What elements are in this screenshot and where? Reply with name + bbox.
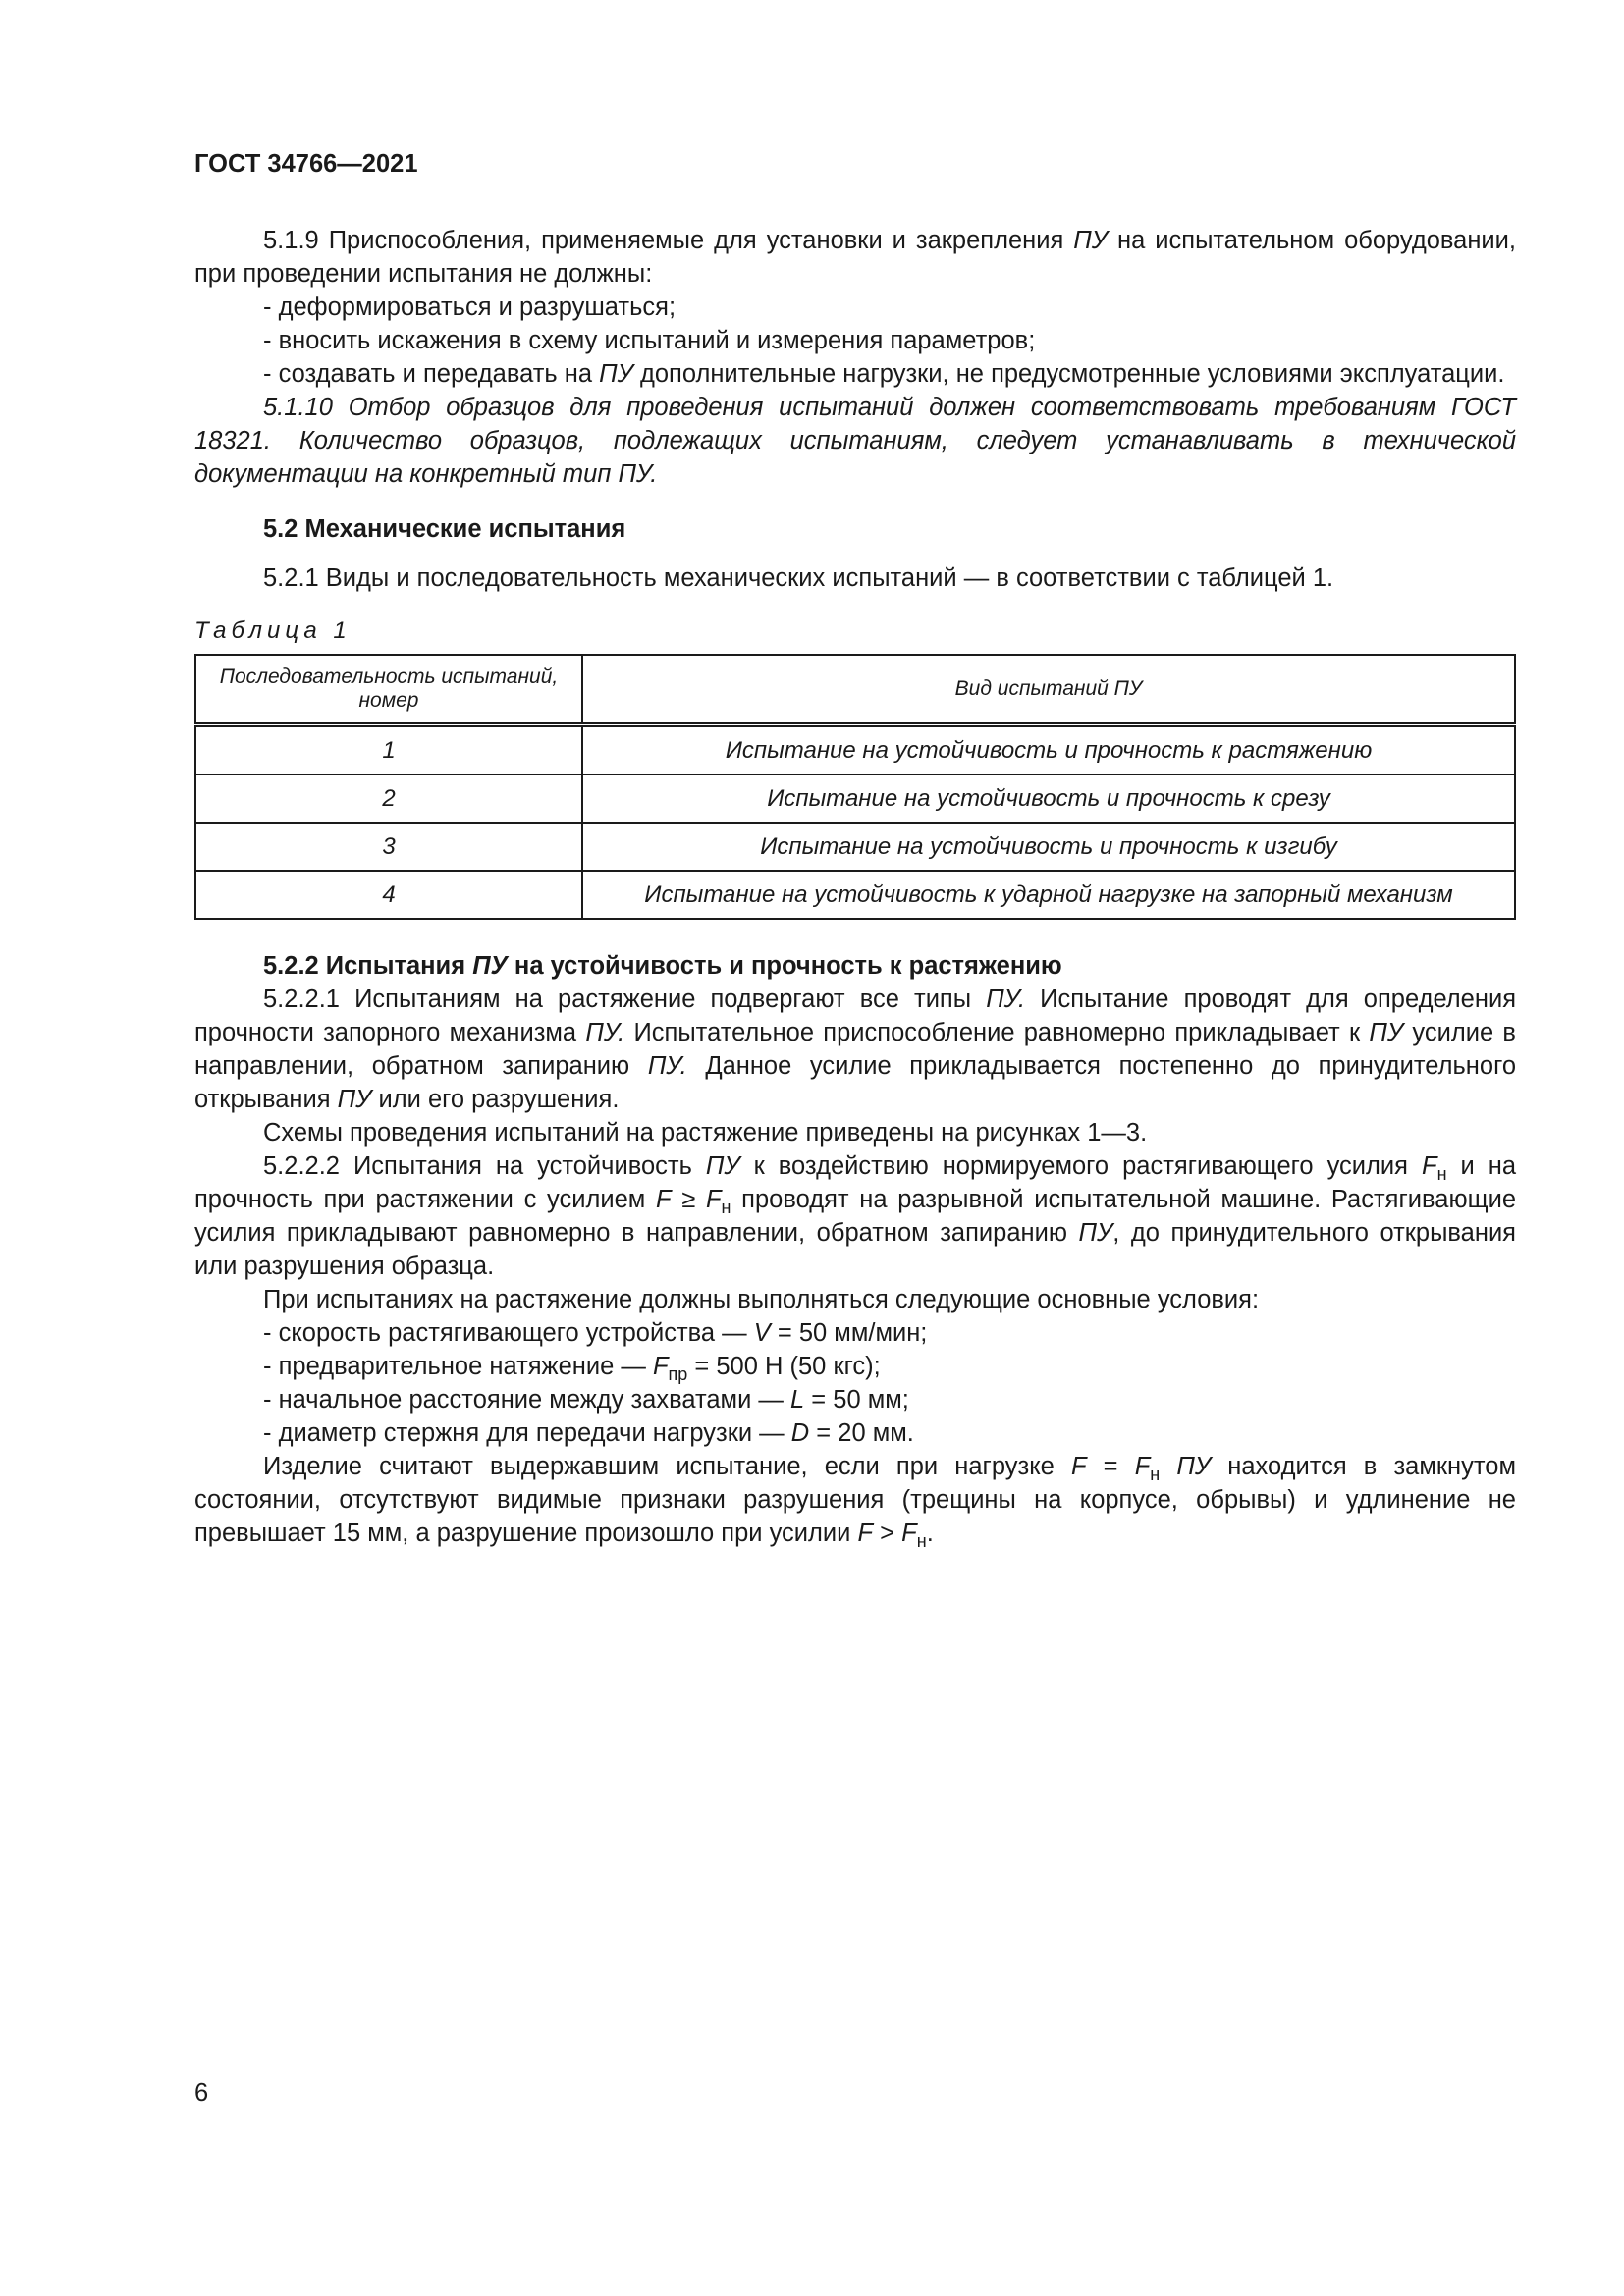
paragraph-5-1-10: 5.1.10 Отбор образцов для проведения испытаний должен соответствовать требованиям ГОСТ 18321. Количество образцов, подлежащих испытаниям, следует устанавливать в технической документации на конкретный тип ПУ.: [194, 394, 1516, 488]
paragraph-acceptance: [194, 1450, 1516, 1550]
term-pu: ПУ: [1073, 227, 1109, 254]
text-run: = 500 Н (50 кгс);: [687, 1353, 881, 1380]
text-run: Испытательное приспособление равномерно прикладывает к: [624, 1019, 1370, 1046]
table-row: [195, 774, 1515, 823]
page-number: 6: [194, 2079, 209, 2107]
term-pu: ПУ: [705, 1152, 740, 1180]
symbol-f: F: [1134, 1453, 1151, 1480]
term-pu: ПУ.: [986, 986, 1026, 1013]
symbol-f: F: [901, 1520, 917, 1547]
document-body: [194, 224, 1516, 1550]
symbol-f: F: [1070, 1453, 1087, 1480]
term-pu: ПУ: [599, 360, 633, 388]
term-pu: ПУ.: [647, 1052, 687, 1080]
operator: =: [1086, 1453, 1135, 1480]
text-run: .: [926, 1520, 934, 1547]
text-run: - скорость растягивающего устройства —: [263, 1319, 754, 1347]
condition-pretension: [194, 1350, 1516, 1383]
text-run: - начальное расстояние между захватами —: [263, 1386, 791, 1414]
symbol-d: D: [790, 1419, 810, 1447]
text-run: дополнительные нагрузки, не предусмотренные условиями эксплуатации.: [632, 360, 1505, 388]
text-run: находится в замкнутом состоянии, отсутствуют видимые признаки разрушения (трещины на корпусе, обрывы) и удлинение не превышает 15 мм, а разрушение произошло при усилии: [194, 1453, 1516, 1547]
section-heading-5-2: 5.2 Механические испытания: [263, 515, 626, 543]
list-item: - деформироваться и разрушаться;: [263, 294, 677, 321]
text-run: = 20 мм.: [809, 1419, 914, 1447]
text-run: и на прочность при растяжении с усилием: [194, 1152, 1517, 1213]
text-run: Испытание проводят для определения прочности запорного механизма: [194, 986, 1516, 1046]
term-pu: ПУ: [1369, 1019, 1404, 1046]
subscript: н: [1436, 1164, 1447, 1184]
term-pu: ПУ: [337, 1086, 372, 1113]
text-run: на устойчивость и прочность к растяжению: [507, 952, 1062, 980]
text-run: - диаметр стержня для передачи нагрузки —: [263, 1419, 791, 1447]
cell-number: 1: [195, 725, 582, 775]
table-row: [195, 725, 1515, 775]
symbol-l: L: [790, 1386, 805, 1414]
subscript: н: [1150, 1465, 1161, 1484]
cell-number: 2: [195, 774, 582, 823]
table-header-row: [195, 655, 1515, 725]
cell-test-type: Испытание на устойчивость и прочность к изгибу: [582, 823, 1515, 871]
text-run: Изделие считают выдержавшим испытание, если при нагрузке: [263, 1453, 1071, 1480]
condition-distance: [194, 1383, 1516, 1416]
subscript: н: [916, 1531, 927, 1551]
text-run: 5.2.2 Испытания: [263, 952, 473, 980]
text-run: - создавать и передавать на: [263, 360, 600, 388]
text-run: усилие в направлении, обратном запиранию: [194, 1019, 1516, 1080]
symbol-f: F: [1421, 1152, 1437, 1180]
paragraph-5-1-9: [194, 224, 1516, 291]
subscript: н: [721, 1198, 731, 1217]
paragraph-5-2-1: 5.2.1 Виды и последовательность механических испытаний — в соответствии с таблицей 1.: [263, 564, 1334, 592]
text-run: 5.1.9 Приспособления, применяемые для установки и закрепления: [263, 227, 1074, 254]
table-row: [195, 823, 1515, 871]
cell-test-type: Испытание на устойчивость к ударной нагрузке на запорный механизм: [582, 871, 1515, 919]
operator: >: [873, 1520, 902, 1547]
text-run: - предварительное натяжение —: [263, 1353, 653, 1380]
tests-table: [194, 654, 1516, 920]
text-run: 5.2.2.2 Испытания на устойчивость: [263, 1152, 706, 1180]
term-pu: ПУ: [1160, 1453, 1212, 1480]
section-heading-5-2-2: [194, 949, 1516, 983]
symbol-f: F: [655, 1186, 672, 1213]
cell-number: 3: [195, 823, 582, 871]
symbol-f: F: [857, 1520, 874, 1547]
cell-test-type: Испытание на устойчивость и прочность к растяжению: [582, 725, 1515, 775]
text-run: 5.2.2.1 Испытаниям на растяжение подвергают все типы: [263, 986, 987, 1013]
text-run: к воздействию нормируемого растягивающего усилия: [739, 1152, 1422, 1180]
column-header-test-type: Вид испытаний ПУ: [582, 655, 1515, 725]
term-pu: ПУ: [1078, 1219, 1113, 1247]
text-run: , до принудительного открывания или разрушения образца.: [194, 1219, 1516, 1280]
operator: ≥: [671, 1186, 706, 1213]
subscript: пр: [668, 1364, 688, 1384]
symbol-f: F: [652, 1353, 669, 1380]
table-row: [195, 871, 1515, 919]
text-run: = 50 мм;: [804, 1386, 909, 1414]
paragraph-5-2-2-2: [194, 1149, 1516, 1283]
cell-number: 4: [195, 871, 582, 919]
column-header-sequence: Последовательность испытаний, номер: [195, 655, 582, 725]
list-item: - вносить искажения в схему испытаний и измерения параметров;: [263, 327, 1036, 354]
list-item: [194, 357, 1516, 391]
term-pu: ПУ: [472, 952, 508, 980]
paragraph-schemes: Схемы проведения испытаний на растяжение приведены на рисунках 1—3.: [263, 1119, 1148, 1147]
symbol-v: V: [753, 1319, 771, 1347]
condition-speed: [194, 1316, 1516, 1350]
paragraph-conditions: При испытаниях на растяжение должны выполняться следующие основные условия:: [263, 1286, 1260, 1313]
paragraph-5-2-2-1: [194, 983, 1516, 1116]
text-run: проводят на разрывной испытательной машине. Растягивающие усилия прикладывают равномерно в направлении, обратном запиранию: [194, 1186, 1516, 1247]
condition-diameter: [194, 1416, 1516, 1450]
document-header: ГОСТ 34766—2021: [194, 150, 418, 178]
text-run: = 50 мм/мин;: [770, 1319, 928, 1347]
text-run: на испытательном оборудовании, при проведении испытания не должны:: [194, 227, 1516, 288]
table-caption: Таблица 1: [194, 617, 352, 644]
text-run: или его разрушения.: [371, 1086, 620, 1113]
cell-test-type: Испытание на устойчивость и прочность к срезу: [582, 774, 1515, 823]
text-run: Данное усилие прикладывается постепенно до принудительного открывания: [194, 1052, 1516, 1113]
symbol-f: F: [705, 1186, 722, 1213]
term-pu: ПУ.: [585, 1019, 625, 1046]
